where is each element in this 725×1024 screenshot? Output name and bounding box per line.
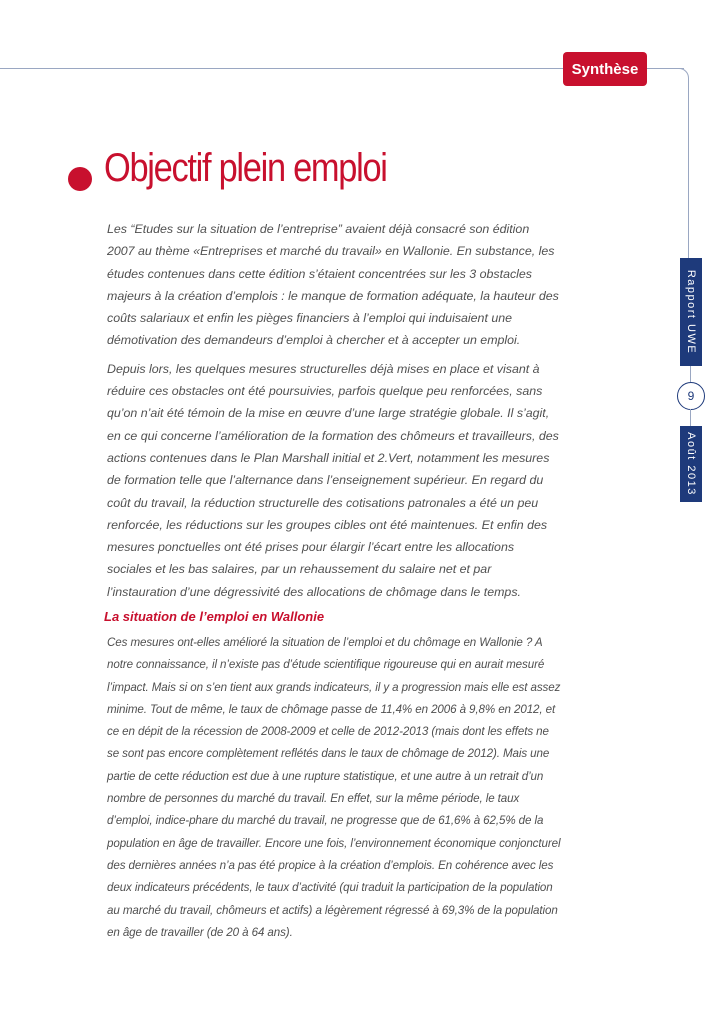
paragraph-3: Ces mesures ont-elles amélioré la situation de l’emploi et du chômage en Wallonie ? A notre connaissance, il n’existe pas d’étude scientifique rigoureuse qui en aurait mesuré l’impact. Mais si on s’en tient aux grands indicateurs, il y a progression mais elle est assez minime. Tout de même, le taux de chômage passe de 11,4% en 2006 à 9,8% en 2012, et ce en dépit de la récession de 2008-2009 et celle de 2012-2013 (mais dont les effets ne se sont pas encore complètement reflétés dans le taux de chômage de 2012). Mais une partie de cette réduction est due à une rupture statistique, et une autre à un retrait d’un nombre de personnes du marché du travail. En effet, sur la même période, le taux d’emploi, indice-phare du marché du travail, ne progresse que de 61,6% à 62,5% de la population en âge de travailler. Encore une fois, l’environnement économique conjoncturel des dernières années n’a pas été propice à la création d’emplois. En cohérence avec les deux indicateurs précédents, le taux d’activité (qui traduit la participation de la population au marché du travail, chômeurs et actifs) a légèrement régressé à 69,3% de la population en âge de travailler (de 20 à 64 ans). [107, 636, 561, 939]
page-title: Objectif plein emploi [104, 146, 387, 190]
page-number: 9 [677, 382, 705, 410]
paragraph-1: Les “Etudes sur la situation de l’entreprise” avaient déjà consacré son édition 2007 au thème «Entreprises et marché du travail» en Wallonie. En substance, les études contenues dans cette édition s’étaient concentrées sur les 3 obstacles majeurs à la création d’emplois : le manque de formation adéquate, la hauteur des coûts salariaux et enfin les pièges financiers à l’emploi qui induisaient une démotivation des demandeurs d’emploi à chercher et à accepter un emploi. [107, 222, 559, 348]
employment-section-text [107, 632, 562, 944]
side-rule-segment [690, 366, 691, 382]
paragraph-2: Depuis lors, les quelques mesures structurelles déjà mises en place et visant à réduire ces obstacles ont été poursuivies, parfois quelque peu renforcées, sans qu’on n’ait été témoin de la mise en œuvre d’une large stratégie globale. Il s’agit, en ce qui concerne l’amélioration de la formation des chômeurs et travailleurs, des actions contenues dans le Plan Marshall initial et 2.Vert, notamment les mesures de formation telle que l’alternance dans l’enseignement supérieur. En regard du coût du travail, la réduction structurelle des cotisations patronales a été un peu renforcée, les réductions sur les groupes cibles ont été maintenues. Et enfin des mesures ponctuelles ont été prises pour élargir l’écart entre les allocations sociales et les bas salaires, par un rehaussement du salaire net et par l’instauration d’une dégressivité des allocations de chômage dans le temps. [107, 361, 559, 599]
report-label: Rapport UWE [685, 269, 698, 355]
section-tab: Synthèse [563, 52, 647, 86]
intro-text [107, 218, 559, 609]
date-tab [680, 426, 702, 502]
side-rule [688, 80, 689, 260]
report-tab [680, 258, 702, 366]
section-subheading: La situation de l’emploi en Wallonie [104, 609, 325, 624]
side-rule-segment [690, 409, 691, 426]
title-bullet-icon [68, 167, 92, 191]
date-label: Août 2013 [685, 432, 697, 496]
